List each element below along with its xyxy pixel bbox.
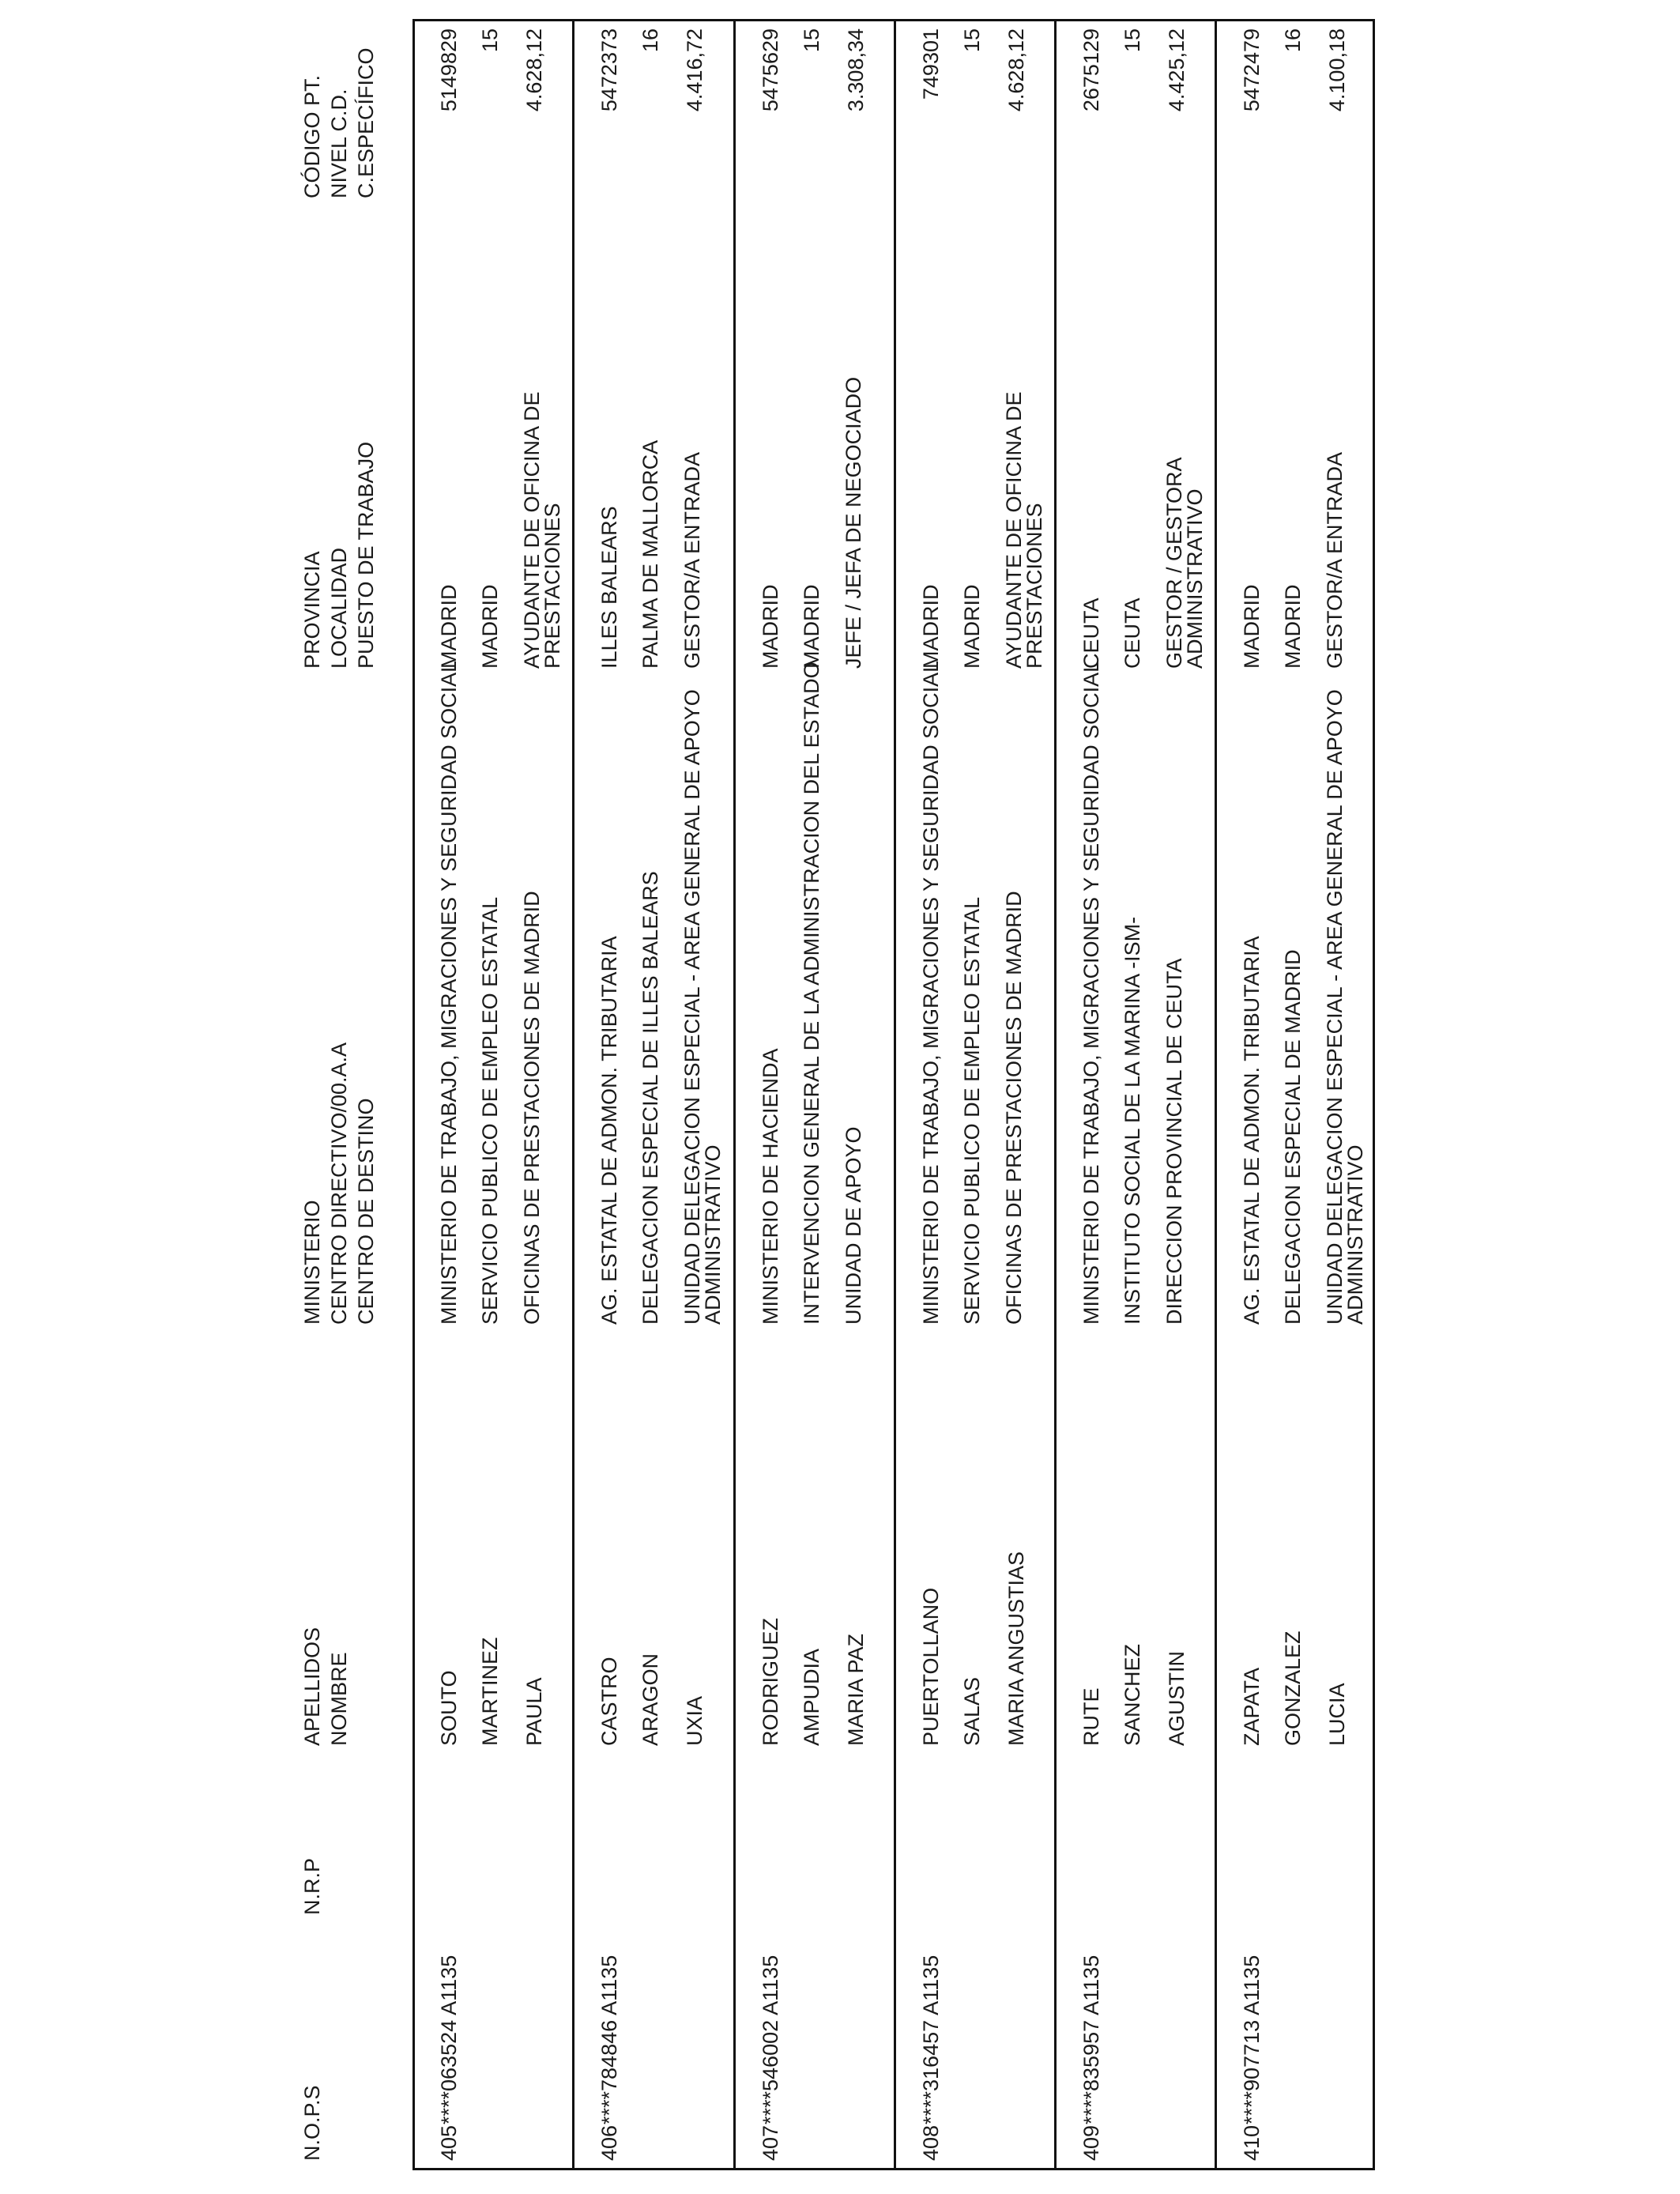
ministerio-value: MINISTERIO DE HACIENDA: [759, 1048, 782, 1325]
centro-destino-value-line: UNIDAD DE APOYO: [842, 1126, 865, 1325]
c-especifico-value: 4.416,72: [683, 28, 706, 112]
header-nombre-line: NOMBRE: [327, 1652, 351, 1746]
apellido2-value: AMPUDIA: [800, 1648, 823, 1746]
header-localidad-line: LOCALIDAD: [327, 547, 351, 669]
nrp-value: ****907713 A1135: [1240, 1955, 1264, 2124]
nombre-value: PAULA: [522, 1677, 546, 1746]
record-row: [1215, 0, 1373, 2194]
apellido2-value: MARTINEZ: [478, 1637, 502, 1746]
puesto-value-line: AYUDANTE DE OFICINA DE: [1002, 391, 1026, 669]
nops-value: 409: [1079, 2124, 1103, 2161]
ministerio-value: MINISTERIO DE TRABAJO, MIGRACIONES Y SEGURIDAD SOCIAL: [1079, 660, 1103, 1325]
record-row: [412, 0, 571, 2194]
centro-destino-value-line: ADMINISTRATIVO: [701, 1144, 725, 1325]
header-c-especifico-line: C.ESPECÍFICO: [354, 47, 378, 198]
apellido2-value: ARAGON: [638, 1653, 662, 1746]
centro-destino-value-line: OFICINAS DE PRESTACIONES DE MADRID: [1002, 891, 1026, 1325]
puesto-value-line: PRESTACIONES: [1023, 503, 1046, 669]
record-row: [895, 0, 1053, 2194]
puesto-value: [843, 377, 864, 669]
ministerio-value: AG. ESTATAL DE ADMON. TRIBUTARIA: [597, 936, 621, 1325]
centro-destino-value-line: UNIDAD DELEGACION ESPECIAL - AREA GENERAL DE APOYO: [1323, 689, 1347, 1325]
nrp-value: ****063524 A1135: [437, 1955, 461, 2124]
header-nivel-cd-line: NIVEL C.D.: [327, 89, 351, 198]
nombre-value: MARIA ANGUSTIAS: [1004, 1551, 1028, 1746]
puesto-value: [1164, 457, 1205, 669]
c-especifico-value: 4.628,12: [522, 28, 546, 112]
centro-directivo-value: SERVICIO PUBLICO DE EMPLEO ESTATAL: [478, 896, 502, 1325]
c-especifico-value: 4.100,18: [1325, 28, 1349, 112]
apellido2-value: SALAS: [960, 1676, 984, 1746]
centro-destino-value: [1164, 958, 1185, 1325]
provincia-value: ILLES BALEARS: [597, 506, 621, 669]
centro-directivo-value: SERVICIO PUBLICO DE EMPLEO ESTATAL: [960, 896, 984, 1325]
localidad-value: CEUTA: [1121, 598, 1144, 669]
nivel-cd-value: 15: [960, 28, 984, 53]
centro-destino-value: [1324, 689, 1365, 1325]
nombre-value: AGUSTIN: [1165, 1650, 1188, 1746]
nops-value: 405: [437, 2124, 461, 2161]
header-provincia-line: PROVINCIA: [300, 551, 324, 669]
nops-value: 407: [759, 2124, 782, 2161]
nrp-value: ****316457 A1135: [919, 1955, 943, 2124]
header-ministerio: [299, 1042, 379, 1325]
nops-value: 408: [919, 2124, 943, 2161]
localidad-value: MADRID: [800, 584, 823, 669]
centro-destino-value-line: DIRECCION PROVINCIAL DE CEUTA: [1162, 958, 1186, 1325]
header-apellidos: [299, 1627, 352, 1746]
record-row: [1055, 0, 1213, 2194]
puesto-value-line: GESTOR/A ENTRADA: [680, 451, 704, 669]
puesto-value-line: AYUDANTE DE OFICINA DE: [520, 391, 544, 669]
codigo-pt-value: 5149829: [437, 28, 461, 112]
puesto-value: [1004, 391, 1045, 669]
c-especifico-value: 4.425,12: [1165, 28, 1188, 112]
centro-directivo-value: DELEGACION ESPECIAL DE MADRID: [1281, 949, 1305, 1325]
centro-destino-value-line: ADMINISTRATIVO: [1343, 1144, 1367, 1325]
codigo-pt-value: 5475629: [759, 28, 782, 112]
apellido1-value: CASTRO: [597, 1657, 621, 1746]
header-centro-directivo-line: CENTRO DIRECTIVO/00.A.A: [327, 1042, 351, 1325]
codigo-pt-value: 5472373: [597, 28, 621, 112]
header-puesto-line: PUESTO DE TRABAJO: [354, 441, 378, 669]
puesto-value-line: ADMINISTRATIVO: [1183, 488, 1207, 669]
apellido1-value: RUTE: [1079, 1687, 1103, 1746]
header-nrp: N.R.P: [300, 1857, 324, 1915]
puesto-value-line: JEFE / JEFA DE NEGOCIADO: [842, 376, 865, 669]
header-codigo-pt-line: CÓDIGO PT.: [300, 74, 324, 198]
localidad-value: MADRID: [478, 584, 502, 669]
header-centro-destino-line: CENTRO DE DESTINO: [354, 1098, 378, 1325]
centro-destino-value: [522, 891, 542, 1325]
nrp-value: ****835957 A1135: [1079, 1955, 1103, 2124]
nivel-cd-value: 15: [478, 28, 502, 53]
ministerio-value: AG. ESTATAL DE ADMON. TRIBUTARIA: [1240, 936, 1264, 1325]
header-provincia: [299, 442, 379, 669]
codigo-pt-value: 5472479: [1240, 28, 1264, 112]
centro-destino-value: [682, 689, 723, 1325]
provincia-value: MADRID: [1240, 584, 1264, 669]
provincia-value: CEUTA: [1079, 598, 1103, 669]
provincia-value: MADRID: [759, 584, 782, 669]
c-especifico-value: 3.308,34: [844, 28, 868, 112]
nivel-cd-value: 16: [1281, 28, 1305, 53]
nops-value: 410: [1240, 2124, 1264, 2161]
header-nops: N.O.P.S: [300, 2085, 324, 2161]
apellido1-value: SOUTO: [437, 1670, 461, 1746]
nrp-value: ****546002 A1135: [759, 1955, 782, 2124]
apellido2-value: GONZALEZ: [1281, 1630, 1305, 1746]
puesto-value: [522, 391, 563, 669]
centro-directivo-value: INSTITUTO SOCIAL DE LA MARINA -ISM-: [1121, 916, 1144, 1325]
centro-destino-value-line: UNIDAD DELEGACION ESPECIAL - AREA GENERAL DE APOYO: [680, 689, 704, 1325]
header-apellidos-line: APELLIDOS: [300, 1627, 324, 1746]
centro-directivo-value: INTERVENCION GENERAL DE LA ADMINISTRACION DEL ESTADO: [800, 662, 823, 1325]
localidad-value: MADRID: [1281, 584, 1305, 669]
nombre-value: MARIA PAZ: [844, 1633, 868, 1746]
nivel-cd-value: 15: [800, 28, 823, 53]
apellido1-value: RODRIGUEZ: [759, 1618, 782, 1746]
apellido2-value: SANCHEZ: [1121, 1643, 1144, 1746]
c-especifico-value: 4.628,12: [1004, 28, 1028, 112]
nops-value: 406: [597, 2124, 621, 2161]
record-row: [573, 0, 731, 2194]
localidad-value: PALMA DE MALLORCA: [638, 439, 662, 669]
centro-destino-value-line: OFICINAS DE PRESTACIONES DE MADRID: [520, 891, 544, 1325]
nivel-cd-value: 15: [1121, 28, 1144, 53]
localidad-value: MADRID: [960, 584, 984, 669]
codigo-pt-value: 749301: [919, 28, 943, 100]
header-ministerio-line: MINISTERIO: [300, 1200, 324, 1325]
puesto-value: [1324, 452, 1345, 669]
nrp-value: ****784846 A1135: [597, 1955, 621, 2124]
apellido1-value: ZAPATA: [1240, 1667, 1264, 1746]
centro-destino-value: [843, 1126, 864, 1325]
centro-destino-value: [1004, 891, 1024, 1325]
puesto-value-line: PRESTACIONES: [541, 503, 564, 669]
provincia-value: MADRID: [919, 584, 943, 669]
puesto-value: [682, 452, 703, 669]
record-row: [734, 0, 892, 2194]
codigo-pt-value: 2675129: [1079, 28, 1103, 112]
puesto-value-line: GESTOR/A ENTRADA: [1323, 451, 1347, 669]
nombre-value: UXIA: [683, 1695, 706, 1746]
provincia-value: MADRID: [437, 584, 461, 669]
nombre-value: LUCIA: [1325, 1683, 1349, 1746]
nivel-cd-value: 16: [638, 28, 662, 53]
apellido1-value: PUERTOLLANO: [919, 1587, 943, 1746]
ministerio-value: MINISTERIO DE TRABAJO, MIGRACIONES Y SEGURIDAD SOCIAL: [919, 660, 943, 1325]
header-codigo: [299, 47, 379, 198]
puesto-value-line: GESTOR / GESTORA: [1162, 457, 1186, 669]
centro-directivo-value: DELEGACION ESPECIAL DE ILLES BALEARS: [638, 871, 662, 1325]
ministerio-value: MINISTERIO DE TRABAJO, MIGRACIONES Y SEGURIDAD SOCIAL: [437, 660, 461, 1325]
